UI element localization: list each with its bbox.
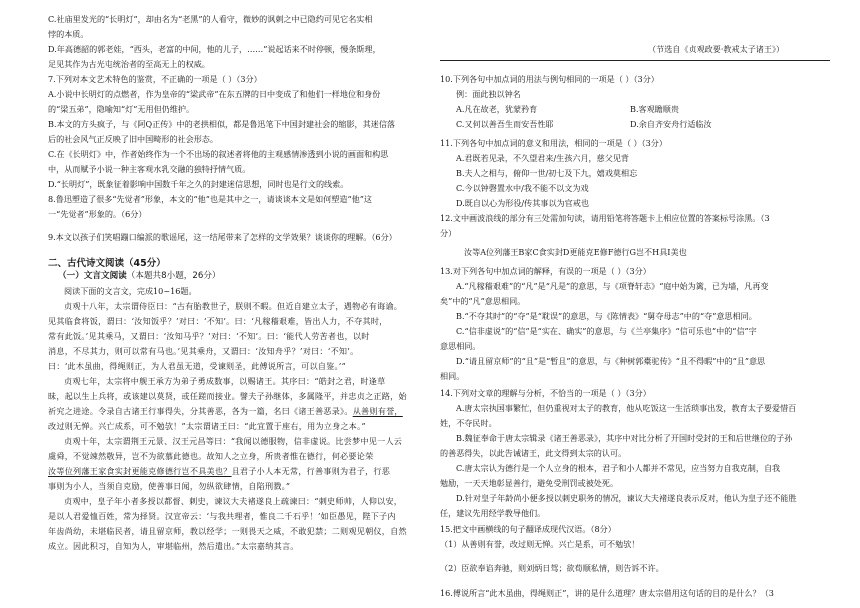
passage-line: 贞观七年，太宗将中舰王承方为弟子勇成数事，以赐诸王。其序曰：“皓封之君，时逢草 [64, 376, 386, 386]
passage-line: 虞舜，不觉竦然敬异，岂不为欲慕此德也。故知人之立身，所贵者惟在德行，何必要论荣 [48, 451, 374, 461]
q7-option-c-line-2: 中，从而赋予小说一种主客观水乳交融的独特抒情气质。 [48, 164, 251, 174]
q8-stem-line-1: 8.鲁迅塑造了很多“先觉者”形象，本文的“他”也是其中之一，请谈谈本文是如何塑造“他”这 [48, 194, 372, 204]
q6-option-c-line-1: C.社庙里发光的“长明灯”，却由名为“老黑”的人看守，微妙的讽刺之中已隐约可见它名实相 [48, 14, 373, 24]
q13-option-d-line-1: D.“请且留京师”的“且”是“暂且”的意思，与《种树郭橐驼传》“且不得暇”中的“且”意思 [456, 356, 766, 366]
q7-option-c-line-1: C.在《长明灯》中，作者始终作为一个不出场的叙述者将他的主观感情渗透到小说的画面和构思 [48, 149, 389, 159]
q13-option-b: B.“不夺其时”的“夺”是“耽误”的意思，与《陈情表》“舅夺母志”中的“夺”意思相同。 [456, 311, 757, 321]
passage-line [48, 466, 390, 477]
q11-stem: 11.下列各句中加点词的意义和用法，相同的一项是（ ）（3分） [440, 138, 667, 148]
subsection-title [58, 271, 221, 282]
subsection-label: （一）文言文阅读 [58, 271, 127, 281]
q11-option-b: B.夫人之相与，俯仰一世/初七及下九，嬉戏莫相忘 [456, 168, 638, 178]
q14-stem: 14.下列对文章的理解与分析，不恰当的一项是（ ）（3分） [440, 388, 651, 398]
passage-line: 成立。因此积习，自知为人，审堪临州，然后遣出。”太宗嘉纳其言。 [48, 541, 299, 551]
q10-option-d: D.余自齐安舟行适临汝 [630, 119, 712, 129]
q13-option-c-line-2: 意思相同。 [440, 341, 481, 351]
passage-line: 改过则无惮。兴亡成系，可不勉欤！”太宗谓诸王曰：“此宜置于座右，用为立身之本。” [48, 421, 366, 431]
passage-line [48, 406, 403, 417]
q13-option-d-line-2: 相同。 [440, 371, 465, 381]
q13-option-c-line-1: C.“信非虚说”的“信”是“实在、确实”的意思，与《兰亭集序》“信可乐也”中的“信”字 [456, 326, 757, 336]
q11-option-a: A.君既若见录，不久望君来/生孩六月，慈父见背 [456, 153, 630, 163]
q10-example: 例：面此独以钟名 [456, 89, 521, 99]
q7-option-b-line-1: B.本文的方头疯子，与《阿Q正传》中的老拱相似，都是鲁迅笔下中国封建社会的缩影，其迷信落 [48, 119, 396, 129]
q6-option-d-line-2: 足见其作为古光屯统治者的至高无上的权威。 [48, 59, 210, 69]
q16-stem: 16.傅说所言“此木虽曲，得绳则正”，讲的是什么道理？唐太宗借用这句话的目的是什么？（3 [440, 588, 774, 598]
q6-option-d-line-1: D.年高德韶的郭老娃，“西头，老富的中间，他的儿子，……”说起话来不时停顿，慢条斯理， [48, 44, 381, 54]
q7-option-a-line-2: 的“梁五弟”，隐喻知“灯”无用但仍维护。 [48, 104, 195, 114]
passage-line: 消息，不尽其力，则可以常有马也。’见其乘舟，又谓曰：‘汝知舟乎？’对曰：‘不知’。 [48, 346, 359, 356]
q14-option-c-line-2: 勉励，一天天地彰显善行，避免受刑罚或被处死。 [440, 478, 619, 488]
q10-option-b: B.客观瞻顺贵 [630, 104, 679, 114]
q10-option-c: C.又何以善吾生而安吾性耶 [456, 119, 554, 129]
q15-stem: 15.把文中画横线的句子翻译成现代汉语。（8分） [440, 524, 616, 534]
q9-stem: 9.本文以孩子们笑唱蹦口编派的歌谣尾，这一结尾带来了怎样的文学效果？谈谈你的理解。（6分） [48, 232, 397, 242]
q6-option-c-line-2: 悖的本质。 [48, 29, 89, 39]
q13-option-a-line-2: 矣”中的“凡”意思相同。 [440, 296, 526, 306]
q14-option-a-line-1: A.唐太宗执国事繁忙，但仍重视对太子的教育，他从吃饭这一生活琐事出发，教育太子要爱惜百 [456, 403, 797, 413]
q10-stem: 10.下列各句中加点词的用法与例句相同的一项是（ ）（3分） [440, 74, 659, 84]
q7-option-d: D.“长明灯”，既象征着影响中国数千年之久的封建迷信思想，同时也是行文的线索。 [48, 179, 349, 189]
q7-stem: 7.下列对本文艺术特色的鉴赏，不正确的一项是（ ）（3分） [48, 74, 262, 84]
passage-line: 昧，起以生上兵将，或该建以莫贤，或任蹉而接业。譬夫子孙继体，多属隆平，并忠贞之正路，始 [48, 391, 407, 401]
passage-underlined: 从善则有誉， [352, 406, 403, 416]
passage-line: 年齿尚幼，未堪临民者，请且留京师，教以经学；一则畏天之威，不敢犯禁；二则观见朝仪，自然 [48, 526, 407, 536]
q13-option-a-line-1: A.“凡稼穑艰难”的“凡”是“凡是”的意思，与《项脊轩志》“庭中始为篱，已为墙，凡再变 [456, 281, 769, 291]
q15-sentence-1: （1）从善则有誉，改过则无惮。兴亡是系，可不勉欤！ [440, 539, 640, 549]
passage-wavy-underlined: 汝等位列藩王家食实封更能克修德行岂不具美也？ [48, 466, 232, 476]
q15-sentence-2: （2）臣欲奉谄奔驰，则刘炳日驾；欲荀顺私情，则告诉不许。 [440, 563, 664, 573]
q13-stem: 13.对下列各句中加点词的解释，有误的一项是（ ）（3分） [440, 266, 651, 276]
passage-line: 事则为小人，当须自克励，使善事日闻，勿纵欲肆情，自陷刑戮。” [48, 481, 291, 491]
q14-option-b-line-1: B.魏征奉命于唐太宗辑录《诸王善恶录》，其序中对比分析了开国时受封的王和后世继位的子孙 [456, 433, 793, 443]
q12-punctuation-sentence: 汝等A位列藩王B家C食实封D更能克E修F德行G岂不H具I美也 [464, 247, 687, 257]
passage-source: （节选自《贞观政要·教戒太子诸王》） [648, 44, 785, 54]
q14-option-a-line-2: 姓，不夺民时。 [440, 418, 497, 428]
passage-text: 且君子小人本无常，行善事则为君子，行恶 [231, 466, 391, 476]
q7-option-b-line-2: 后的社会风气正反映了旧中国畸形的社会形态。 [48, 134, 218, 144]
passage-line: 贞观十八年，太宗谓侍臣曰：“古有胎教世子，朕则不暇。但近自建立太子，遇物必有诲谕。 [64, 301, 403, 311]
q14-option-c-line-1: C.唐太宗认为德行是一个人立身的根本，君子和小人都并不常见，应当努力自我克制，自我 [456, 463, 781, 473]
section-title: 二、古代诗文阅读（45分） [48, 258, 166, 269]
q12-stem-line-2: 分） [440, 228, 457, 238]
q7-option-a-line-1: A.小说中长明灯的点燃者，作为皇帝的“梁武帝”在东五牌的日中变成了和他们一样地位和身份 [48, 89, 381, 99]
subsection-note: （本题共8小题，26分） [126, 271, 221, 281]
q14-option-d-line-2: 任，建议先用经学教导他们。 [440, 508, 546, 518]
q8-stem-line-2: 一“先觉者”形象的。（6分） [48, 209, 147, 219]
q12-stem-line-1: 12.文中画波浪线的部分有三处需加句读，请用铅笔将答题卡上相应位置的答案标号涂黑。（3 [440, 213, 770, 223]
q14-option-d-line-1: D.针对皇子年龄尚小便多授以刺史职务的情况，谏议大夫褚遂良表示反对，他认为皇子还不能胜 [456, 493, 797, 503]
passage-text: 祈究之进途。令录自古诸王行事得失，分其善恶，各为一篇，名曰《诸王善恶录》。 [48, 406, 353, 416]
passage-line: 是以人君爱恤百姓，常为择贤。汉宣帝云：‘与我共理者，惟良二千石乎！’如臣愚见，陛下子内 [48, 511, 396, 521]
divider [440, 60, 830, 61]
q14-option-b-line-2: 的善恶得失，以此告诫诸王，此文得到太宗的认可。 [440, 448, 627, 458]
passage-line: 常有此饭。’见其乘马，又谓曰：‘汝知马乎？’对曰：‘不知’。曰：‘能代人劳苦者也，以时 [48, 331, 370, 341]
passage-line: 曰：‘此木虽曲，得绳则正，为人君虽无道，受谏则圣，此傅说所言，可以自鉴。’” [48, 361, 347, 371]
q11-option-d: D.既自以心为形役/传其事以为官戒也 [456, 198, 589, 208]
q10-option-a: A.凡在故老，犹蒙矜育 [456, 104, 538, 114]
passage-line: 贞观十年，太宗谓荆王元景、汉王元昌等曰：“我闻以德服物，信非虚说。比尝梦中见一人云 [64, 436, 403, 446]
reading-intro: 阅读下面的文言文，完成10~16题。 [64, 286, 197, 296]
q11-option-c: C.今以钟磬置水中/我不能不以文为戏 [456, 183, 589, 193]
passage-line: 见其临食将饭，谓曰：‘汝知饭乎？’对曰：‘不知’。曰：‘凡稼穑艰难，皆出人力，不夺其时， [48, 316, 388, 326]
passage-line: 贞观中，皇子年小者多授以都督、刺史，谏议大夫褚遂良上疏谏曰：“刺史师帅，人仰以安， [64, 496, 403, 506]
